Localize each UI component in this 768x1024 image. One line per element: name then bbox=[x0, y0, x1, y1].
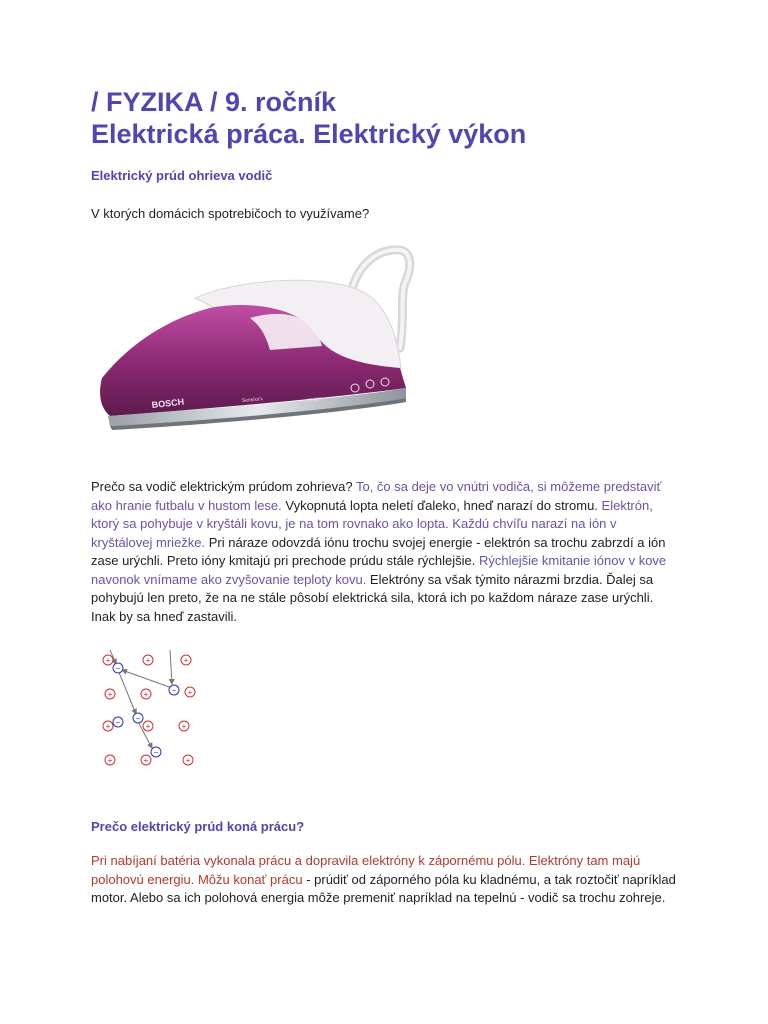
svg-text:+: + bbox=[143, 756, 149, 765]
electron bbox=[133, 713, 143, 723]
p3-sentence-2: - prúdiť od záporného póla ku kladnému, a tak roztočiť napríklad motor. Alebo sa ich polohová energia môže premeniť napríklad na tepelnú - vodič sa trochu zohreje. bbox=[91, 871, 676, 905]
iron-model-label: Sensixx'x bbox=[241, 396, 264, 404]
ion bbox=[181, 655, 191, 665]
ion bbox=[179, 721, 189, 731]
paragraph-explanation bbox=[91, 478, 681, 626]
path-arrow-3 bbox=[118, 670, 136, 714]
path-arrow-1 bbox=[170, 650, 172, 684]
ion bbox=[105, 689, 115, 699]
svg-text:+: + bbox=[145, 656, 151, 665]
p2-sentence-3: Vykopnutá lopta neletí ďaleko, hneď narazí do stromu. bbox=[281, 497, 602, 513]
paragraph-work bbox=[91, 852, 681, 908]
svg-text:+: + bbox=[105, 656, 111, 665]
iron-brand-label: BOSCH bbox=[151, 396, 185, 410]
title-line-1: / FYZIKA / 9. ročník bbox=[91, 87, 337, 117]
electron bbox=[151, 747, 161, 757]
electron bbox=[169, 685, 179, 695]
electron bbox=[113, 663, 123, 673]
iron-shot-label: SHOT bbox=[307, 396, 323, 404]
svg-text:+: + bbox=[185, 756, 191, 765]
electron bbox=[113, 717, 123, 727]
electron-ion-diagram bbox=[92, 638, 212, 778]
svg-text:+: + bbox=[181, 722, 187, 731]
p2-sentence-4: Elektrón, ktorý sa pohybuje v kryštáli kovu, je na tom rovnako ako lopta. Každú chvíľu narazí na ión v kryštálovej mriežke. bbox=[91, 497, 653, 550]
ion bbox=[103, 655, 113, 665]
section-heading-2: Prečo elektrický prúd koná prácu? bbox=[91, 819, 305, 834]
p2-sentence-1: Prečo sa vodič elektrickým prúdom zohrieva? bbox=[91, 479, 356, 494]
section-heading-1: Elektrický prúd ohrieva vodič bbox=[91, 168, 273, 183]
svg-text:+: + bbox=[187, 688, 193, 697]
p2-sentence-6: Rýchlejšie kmitanie iónov v kove navonok vnímame ako zvyšovanie teploty kovu. bbox=[91, 553, 667, 587]
ion bbox=[143, 655, 153, 665]
path-arrow-2 bbox=[122, 670, 172, 688]
ion bbox=[141, 755, 151, 765]
title-line-2: Elektrická práca. Elektrický výkon bbox=[91, 119, 527, 149]
svg-text:−: − bbox=[171, 686, 177, 695]
page-title bbox=[91, 86, 526, 150]
svg-text:+: + bbox=[183, 656, 189, 665]
p2-sentence-2: To, čo sa deje vo vnútri vodiča, si môžeme predstaviť ako hranie futbalu v hustom lese. bbox=[91, 479, 662, 513]
p2-sentence-5: Pri náraze odovzdá iónu trochu svojej energie - elektrón sa trochu zabrzdí a ión zase urýchli. Preto ióny kmitajú pri prechode prúdu stále rýchlejšie. bbox=[91, 534, 666, 568]
svg-text:+: + bbox=[107, 690, 113, 699]
ion bbox=[143, 721, 153, 731]
svg-text:+: + bbox=[107, 756, 113, 765]
ion bbox=[141, 689, 151, 699]
p3-sentence-1: Pri nabíjaní batéria vykonala prácu a dopravila elektróny k zápornému pólu. Elektróny tam majú polohovú energiu. Môžu konať prácu bbox=[91, 853, 641, 887]
svg-text:−: − bbox=[135, 714, 141, 723]
iron-series-label: DA15 bbox=[249, 404, 263, 412]
ion bbox=[183, 755, 193, 765]
svg-text:−: − bbox=[115, 664, 121, 673]
svg-text:+: + bbox=[105, 722, 111, 731]
svg-text:+: + bbox=[143, 690, 149, 699]
svg-text:−: − bbox=[153, 748, 159, 757]
electron-group bbox=[113, 663, 179, 757]
ion bbox=[185, 687, 195, 697]
question-text: V ktorých domácich spotrebičoch to využívame? bbox=[91, 206, 370, 221]
svg-text:+: + bbox=[145, 722, 151, 731]
ion bbox=[103, 721, 113, 731]
svg-text:−: − bbox=[115, 718, 121, 727]
steam-iron-image bbox=[100, 238, 420, 443]
ion bbox=[105, 755, 115, 765]
p2-sentence-7: Elektróny sa však týmito nárazmi brzdia. Ďalej sa pohybujú len preto, že na ne stále pôsobí elektrická sila, ktorá ich po každom náraze zase urýchli. Inak by sa hneď zastavili. bbox=[91, 571, 654, 624]
